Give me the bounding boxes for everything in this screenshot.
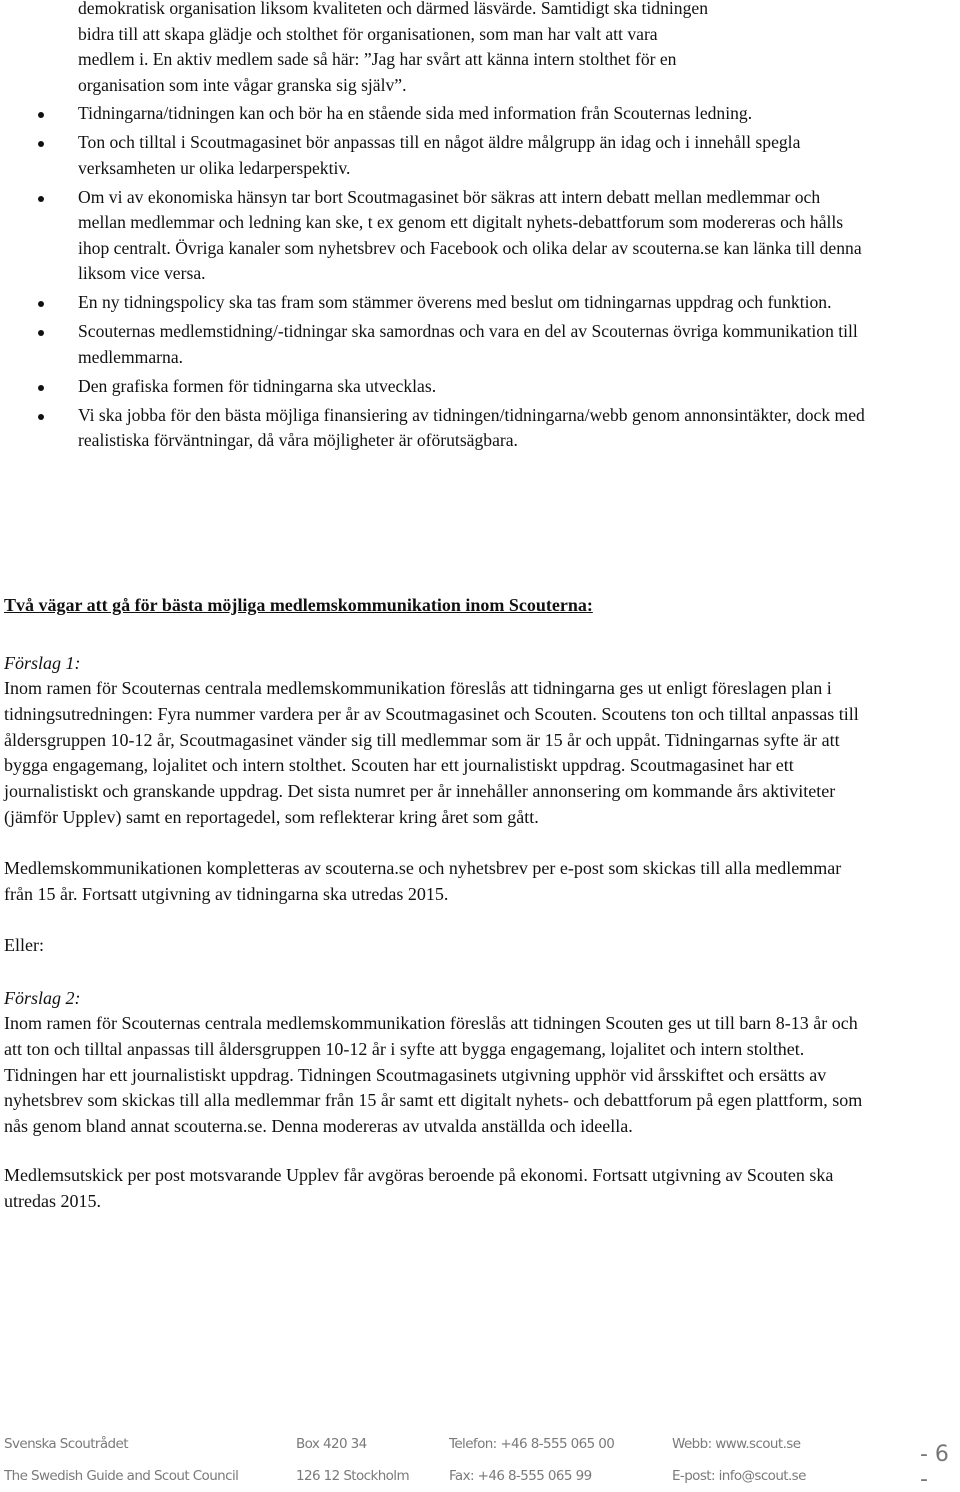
proposal-1-text: Inom ramen för Scouternas centrala medlemskommunikation föreslås att tidningarna ges ut enligt föreslagen plan i tidningsutredningen: Fyra nummer vardera per år av Scoutmagasinet och Scouten. Scoutens ton och tilltal anpassas till åldersgruppen 10-12 år, Scoutmagasinet vänder sig till medlemmar som är 15 år och uppåt. Tidningarnas syfte är att bygga engagemang, lojalitet och intern stolthet. Scouten har ett journalistiskt uppdrag. Scoutmagasinet har ett journalistiskt och granskande uppdrag. Det sista numret per år innehåller annonsering om kommande års aktiviteter (jämför Upplev) samt en reportagedel, som reflekterar kring året som gått. bbox=[4, 678, 859, 827]
bullet-icon bbox=[38, 301, 44, 307]
footer-org-en: The Swedish Guide and Scout Council bbox=[4, 1468, 239, 1484]
footer-web: Webb: www.scout.se bbox=[672, 1436, 801, 1452]
proposal-2-text: Inom ramen för Scouternas centrala medlemskommunikation föreslås att tidningen Scouten ges ut till barn 8-13 år och att ton och tilltal anpassas till åldersgruppen 10-12 år i syfte att bygga engagemang, lojalitet och intern stolthet. Tidningen har ett journalistiskt uppdrag. Tidningen Scoutmagasinets utgivning upphör vid årsskiftet och ersätts av nyhetsbrev som skickas till alla medlemmar från 15 år samt ett digitalt nyhets- och debattforum på egen plattform, som nås genom bland annat scouterna.se. Denna modereras av utvalda anställda och ideella. bbox=[4, 1013, 863, 1137]
proposal-2-label: Förslag 2: bbox=[4, 988, 81, 1008]
bullet-icon bbox=[38, 141, 44, 147]
proposal-2-text-continued: Medlemsutskick per post motsvarande Upplev får avgöras beroende på ekonomi. Fortsatt utgivning av Scouten ska utredas 2015. bbox=[4, 1165, 834, 1211]
intro-line: bidra till att skapa glädje och stolthet för organisationen, som man har valt att vara bbox=[78, 23, 658, 44]
bullet-icon bbox=[38, 385, 44, 391]
or-label: Eller: bbox=[4, 935, 44, 955]
list-item: Om vi av ekonomiska hänsyn tar bort Scoutmagasinet bör säkras att intern debatt mellan medlemmar och mellan medlemmar och ledning kan ske, t ex genom ett digitalt nyhets-debattforum som modereras och hålls ihop centralt. Övriga kanaler som nyhetsbrev och Facebook och olika delar av scouterna.se kan länka till denna liksom vice versa. bbox=[0, 185, 868, 287]
footer-fax: Fax: +46 8-555 065 99 bbox=[449, 1468, 592, 1484]
intro-line: demokratisk organisation liksom kvaliteten och därmed läsvärde. Samtidigt ska tidningen bbox=[78, 0, 708, 18]
proposal-1-label: Förslag 1: bbox=[4, 653, 81, 673]
bullet-icon bbox=[38, 414, 44, 420]
section-heading: Två vägar att gå för bästa möjliga medlemskommunikation inom Scouterna: bbox=[4, 595, 593, 615]
footer-phone: Telefon: +46 8-555 065 00 bbox=[449, 1436, 615, 1452]
footer bbox=[0, 1432, 960, 1488]
bullet-icon bbox=[38, 330, 44, 336]
list-item: Scouternas medlemstidning/-tidningar ska samordnas och vara en del av Scouternas övriga kommunikation till medlemmarna. bbox=[0, 319, 868, 370]
proposal-1-text-continued: Medlemskommunikationen kompletteras av scouterna.se och nyhetsbrev per e-post som skickas till alla medlemmar från 15 år. Fortsatt utgivning av tidningarna ska utredas 2015. bbox=[4, 858, 842, 904]
list-item: Vi ska jobba för den bästa möjliga finansiering av tidningen/tidningarna/webb genom annonsintäkter, dock med realistiska förväntningar, då våra möjligheter är oförutsägbara. bbox=[0, 403, 868, 454]
intro-line: organisation som inte vågar granska sig själv”. bbox=[78, 74, 407, 95]
list-item: Ton och tilltal i Scoutmagasinet bör anpassas till en något äldre målgrupp än idag och i innehåll spegla verksamheten ur olika ledarperspektiv. bbox=[0, 130, 868, 181]
intro-paragraph bbox=[78, 0, 878, 98]
footer-postal: 126 12 Stockholm bbox=[296, 1468, 410, 1484]
bullet-icon bbox=[38, 196, 44, 202]
bullet-icon bbox=[38, 112, 44, 118]
footer-org-sv: Svenska Scoutrådet bbox=[4, 1436, 128, 1452]
footer-email: E-post: info@scout.se bbox=[672, 1468, 806, 1484]
intro-line: medlem i. En aktiv medlem sade så här: ”Jag har svårt att känna intern stolthet för en bbox=[78, 49, 677, 69]
footer-box: Box 420 34 bbox=[296, 1436, 367, 1452]
recommendation-list bbox=[0, 101, 880, 457]
page-number: - 6 - bbox=[920, 1442, 949, 1492]
list-item: En ny tidningspolicy ska tas fram som stämmer överens med beslut om tidningarnas uppdrag och funktion. bbox=[0, 290, 868, 316]
list-item: Den grafiska formen för tidningarna ska utvecklas. bbox=[0, 374, 868, 400]
list-item: Tidningarna/tidningen kan och bör ha en stående sida med information från Scouternas ledning. bbox=[0, 101, 868, 127]
